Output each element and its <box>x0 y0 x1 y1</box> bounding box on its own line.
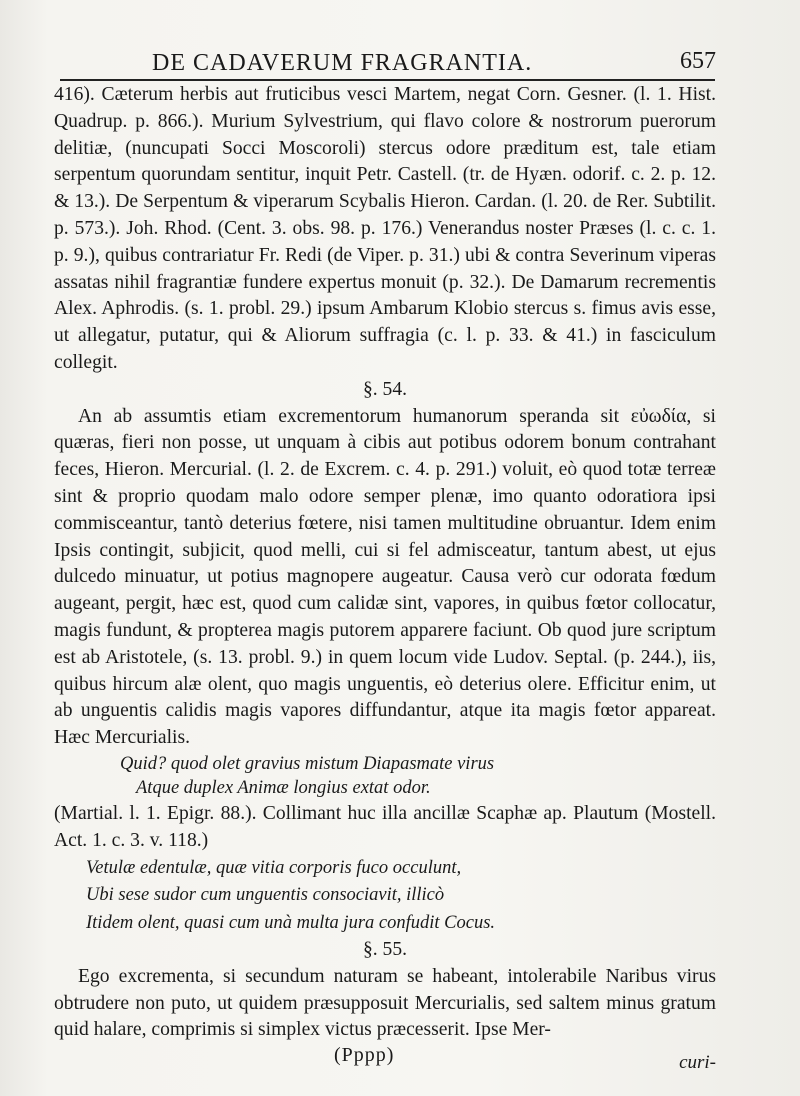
paragraph-54: An ab assumtis etiam excrementorum humanorum speranda sit εὐωδία, si quæras, fieri non posse, ut unquam à cibis aut potibus odorem bonum contrahant feces, Hieron. Mercurial. (l. 2. de Excrem. c. 4. p. 291.) voluit, eò quod totæ terreæ sint & proprio quodam malo odore semper plenæ, imo quanto odoratiora ipsi commisceantur, tantò deterius fœtere, nisi tamen multitudine obruantur. Idem enim Ipsis contingit, subjicit, quod melli, cui si fel admisceatur, tantum abest, ut ejus dulcedo minuatur, ut potius magnopere augeatur. Causa verò cur odorata fœdum augeant, pergit, hæc est, quod cum calidæ sint, vapores, in quibus fœtor collocatur, magis fundunt, & propterea magis putorem apparere faciunt. Ob quod jure scriptum est ab Aristotele, (s. 13. probl. 9.) in quem locum vide Ludov. Septal. (p. 244.), iis, quibus hircum alæ olent, quo magis unguentis, eò deterius olere. Efficitur enim, ut ab unguentis calidis magis vapores diffundantur, atque ita magis fœtor appareat. Hæc Mercurialis. <box>54 405 716 749</box>
running-title: DE CADAVERUM FRAGRANTIA. <box>152 50 533 76</box>
header-rule <box>60 79 715 81</box>
verse-line: Itidem olent, quasi cum unà multa jura confudit Cocus. <box>86 912 496 933</box>
catchword: curi- <box>679 1052 716 1073</box>
paragraph-continuation: 416). Cæterum herbis aut fruticibus vesci Martem, negat Corn. Gesner. (l. 1. Hist. Quadrup. p. 866.). Murium Sylvestrium, qui flavo colore & nostrorum puerorum delitiæ, (nuncupati Socci Moscoroli) stercus odore præditum est, tale etiam serpentum quorundam sentitur, inquit Petr. Castell. (tr. de Hyæn. odorif. c. 2. p. 12. & 13.). De Serpentum & viperarum Scybalis Hieron. Cardan. (l. 20. de Rer. Subtilit. p. 573.). Joh. Rhod. (Cent. 3. obs. 98. p. 176.) Venerandus noster Præses (l. c. c. 1. p. 9.), quibus contrariatur Fr. Redi (de Viper. p. 31.) ubi & contra Severinum viperas assatas nihil fragrantiæ fundere expertus monuit (p. 32.). De Damarum recrementis Alex. Aphrodis. (s. 1. probl. 29.) ipsum Ambarum Klobio stercus s. fimus avis esse, ut allegatur, putatur, qui & Aliorum suffragia (c. l. p. 33. & 41.) in fasciculum collegit. <box>54 84 716 373</box>
verse-martial <box>120 752 716 801</box>
signature-mark: (Pppp) <box>334 1044 395 1066</box>
verse-plautus <box>86 855 716 938</box>
verse-line: Quid? quod olet gravius mistum Diapasmate virus <box>120 753 495 774</box>
verse-line: Atque duplex Animæ longius extat odor. <box>136 778 431 799</box>
verse-line: Ubi sese sudor cum unguentis consociavit, illicò <box>86 885 445 906</box>
page-number: 657 <box>680 48 716 74</box>
section-heading-55: §. 55. <box>362 939 408 961</box>
reference-line: (Martial. l. 1. Epigr. 88.). Collimant huc illa ancillæ Scaphæ ap. Plautum (Mostell. Act. 1. c. 3. v. 118.) <box>54 802 716 851</box>
section-heading-54: §. 54. <box>362 378 408 400</box>
page-body <box>54 82 716 1044</box>
verse-line: Vetulæ edentulæ, quæ vitia corporis fuco occulunt, <box>86 857 462 878</box>
paragraph-55: Ego excrementa, si secundum naturam se habeant, intolerabile Naribus virus obtrudere non puto, ut quidem præsupposuit Mercurialis, sed saltem minus gratum quid halare, comprimis si simplex victus præcesserit. Ipse Mer- <box>54 965 716 1041</box>
page-header <box>60 44 720 78</box>
